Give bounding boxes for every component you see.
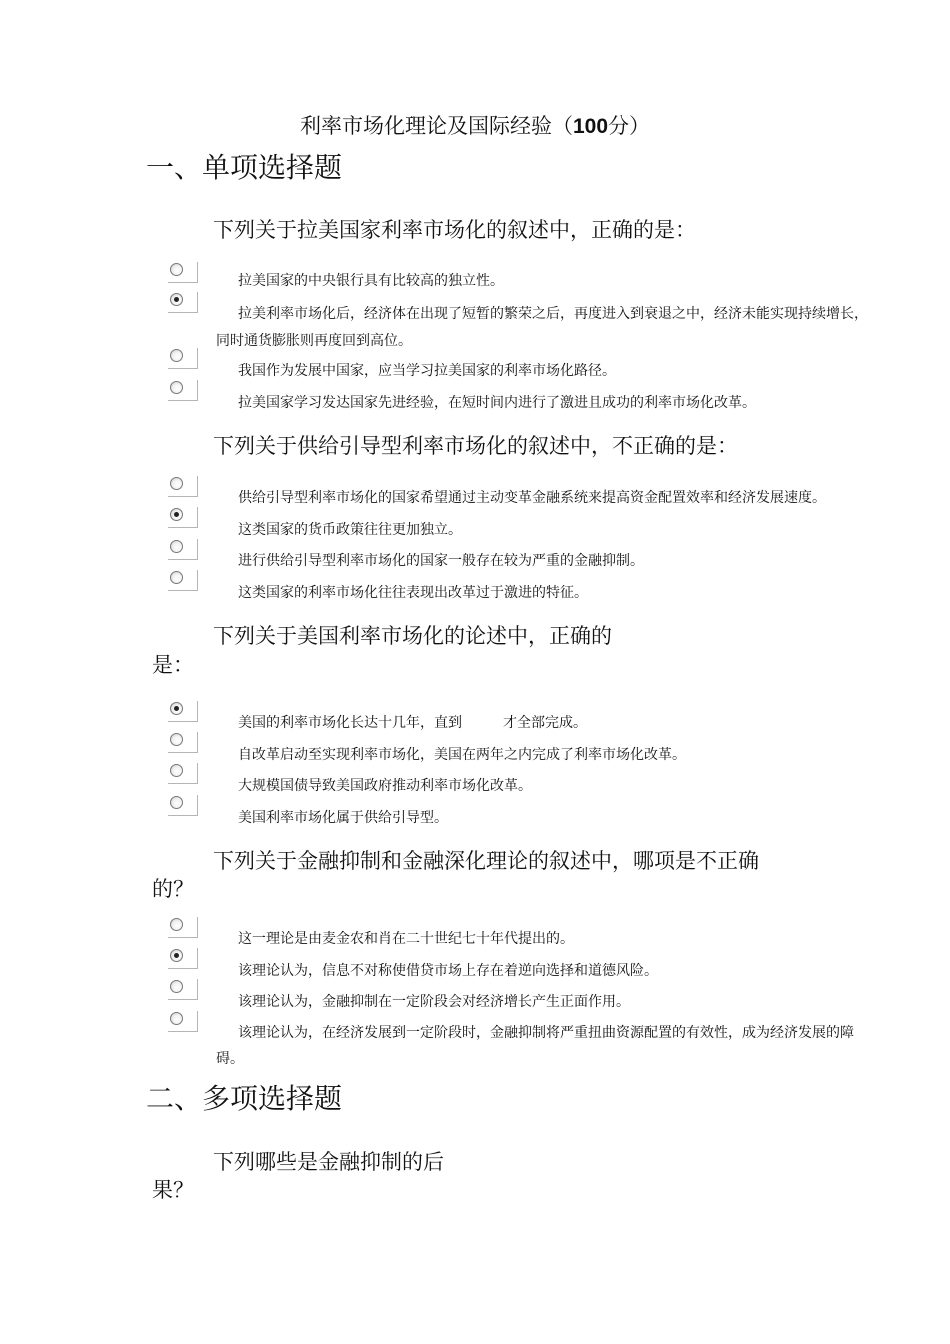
q4-option-d-label: 该理论认为，在经济发展到一定阶段时，金融抑制将严重扭曲资源配置的有效性，成为经济发展的障	[238, 1025, 854, 1041]
q1-option-b-label: 拉美利率市场化后，经济体在出现了短暂的繁荣之后，再度进入到衰退之中，经济未能实现持续增长，	[238, 306, 868, 322]
q3-option-c-label: 大规模国债导致美国政府推动利率市场化改革。	[238, 778, 532, 794]
question-3-stem-cont: 是：	[152, 653, 194, 677]
q1-option-b-label-cont: 同时通货膨胀则再度回到高位。	[216, 333, 412, 349]
document-title: 利率市场化理论及国际经验（100分）	[299, 114, 651, 138]
q1-option-a-radio[interactable]	[168, 262, 198, 283]
q2-option-b-label: 这类国家的货币政策往往更加独立。	[238, 522, 462, 538]
q1-option-a-label: 拉美国家的中央银行具有比较高的独立性。	[238, 273, 504, 289]
q2-option-c-label: 进行供给引导型利率市场化的国家一般存在较为严重的金融抑制。	[238, 553, 644, 569]
q2-option-c-radio[interactable]	[168, 539, 198, 560]
q3-option-a-label: 美国的利率市场化长达十几年，直到	[238, 715, 462, 731]
q2-option-a-radio[interactable]	[168, 476, 198, 497]
q4-option-a-radio[interactable]	[168, 917, 198, 938]
q2-option-d-label: 这类国家的利率市场化往往表现出改革过于激进的特征。	[238, 585, 588, 601]
question-5-stem: 下列哪些是金融抑制的后	[213, 1150, 444, 1174]
q1-option-d-label: 拉美国家学习发达国家先进经验，在短时间内进行了激进且成功的利率市场化改革。	[238, 395, 756, 411]
q3-option-d-label: 美国利率市场化属于供给引导型。	[238, 810, 448, 826]
q1-option-c-radio[interactable]	[168, 348, 198, 369]
question-3-stem: 下列关于美国利率市场化的论述中，正确的	[213, 624, 612, 648]
question-2-stem: 下列关于供给引导型利率市场化的叙述中，不正确的是：	[213, 434, 738, 458]
q3-option-b-radio[interactable]	[168, 732, 198, 753]
q4-option-c-label: 该理论认为，金融抑制在一定阶段会对经济增长产生正面作用。	[238, 994, 630, 1010]
question-5-stem-cont: 果？	[152, 1178, 194, 1202]
q3-option-c-radio[interactable]	[168, 763, 198, 784]
q4-option-b-label: 该理论认为，信息不对称使借贷市场上存在着逆向选择和道德风险。	[238, 963, 658, 979]
q3-option-a-label-end: 才全部完成。	[503, 715, 587, 731]
q2-option-b-radio[interactable]	[168, 507, 198, 528]
q4-option-d-radio[interactable]	[168, 1011, 198, 1032]
q2-option-d-radio[interactable]	[168, 570, 198, 591]
q2-option-a-label: 供给引导型利率市场化的国家希望通过主动变革金融系统来提高资金配置效率和经济发展速度。	[238, 490, 826, 506]
q1-option-c-label: 我国作为发展中国家，应当学习拉美国家的利率市场化路径。	[238, 363, 616, 379]
question-4-stem-cont: 的？	[152, 877, 194, 901]
q4-option-a-label: 这一理论是由麦金农和肖在二十世纪七十年代提出的。	[238, 931, 574, 947]
section-heading-single-choice: 一、单项选择题	[146, 151, 343, 184]
q3-option-a-radio[interactable]	[168, 701, 198, 722]
q4-option-d-label-cont: 碍。	[216, 1051, 244, 1067]
q4-option-b-radio[interactable]	[168, 948, 198, 969]
q3-option-b-label: 自改革启动至实现利率市场化，美国在两年之内完成了利率市场化改革。	[238, 747, 686, 763]
q3-option-d-radio[interactable]	[168, 795, 198, 816]
section-heading-multiple-choice: 二、多项选择题	[146, 1082, 343, 1115]
question-1-stem: 下列关于拉美国家利率市场化的叙述中，正确的是：	[213, 218, 696, 242]
q4-option-c-radio[interactable]	[168, 979, 198, 1000]
question-4-stem: 下列关于金融抑制和金融深化理论的叙述中，哪项是不正确	[213, 849, 759, 873]
q1-option-d-radio[interactable]	[168, 380, 198, 401]
q1-option-b-radio[interactable]	[168, 292, 198, 313]
